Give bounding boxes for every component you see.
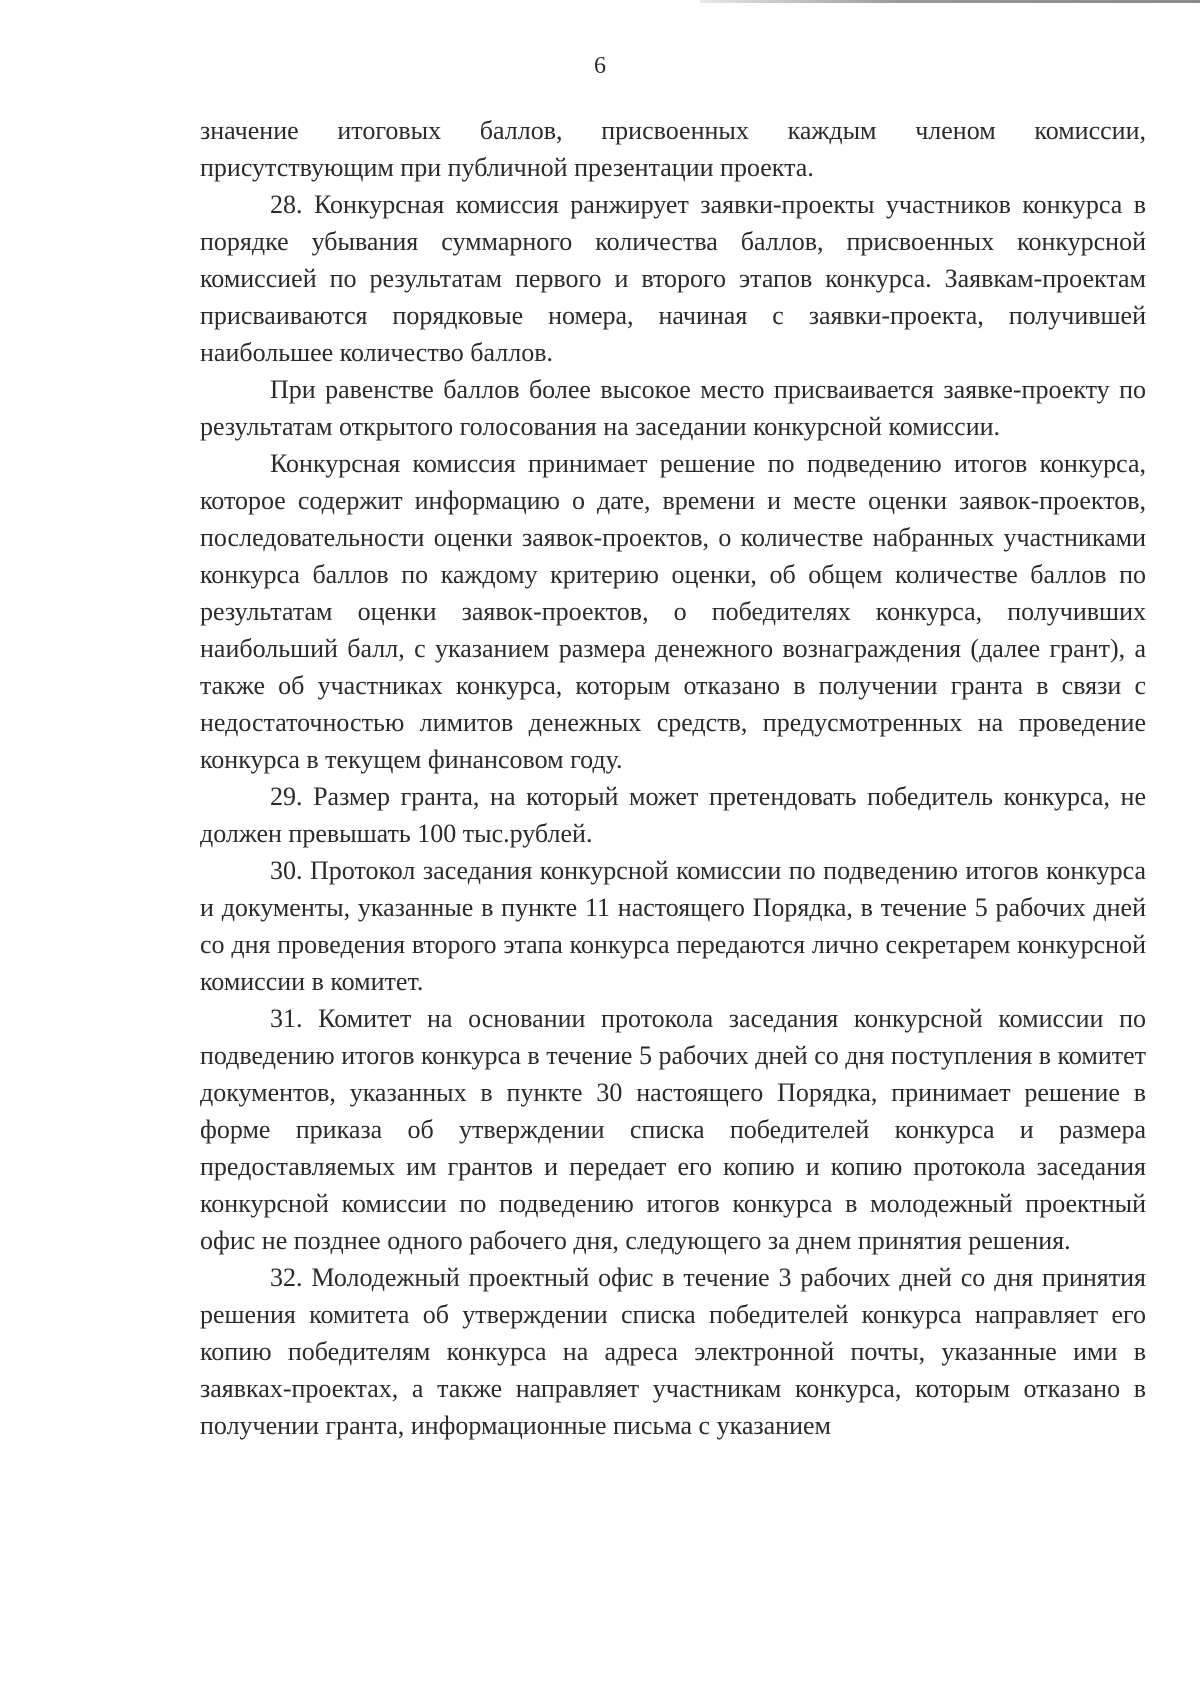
paragraph-item-29: 29. Размер гранта, на который может претендовать победитель конкурса, не должен превышать 100 тыс.рублей. (200, 782, 1146, 848)
paragraph-item-32: 32. Молодежный проектный офис в течение 3 рабочих дней со дня принятия решения комитета об утверждении списка победителей конкурса направляет его копию победителям конкурса на адреса электронной почты, указанные ими в заявках-проектах, а также направляет участникам конкурса, которым отказано в получении гранта, информационные письма с указанием (200, 1263, 1146, 1440)
paragraph-commission-decision: Конкурсная комиссия принимает решение по подведению итогов конкурса, которое содержит информацию о дате, времени и месте оценки заявок-проектов, последовательности оценки заявок-проектов, о количестве набранных участниками конкурса баллов по каждому критерию оценки, об общем количестве баллов по результатам оценки заявок-проектов, о победителях конкурса, получивших наибольший балл, с указанием размера денежного вознаграждения (далее грант), а также об участниках конкурса, которым отказано в получении гранта в связи с недостаточностью лимитов денежных средств, предусмотренных на проведение конкурса в текущем финансовом году. (200, 449, 1146, 774)
paragraph-tie-rule: При равенстве баллов более высокое место присваивается заявке-проекту по результатам открытого голосования на заседании конкурсной комиссии. (200, 375, 1146, 441)
page-number: 6 (594, 53, 606, 79)
paragraph-item-30: 30. Протокол заседания конкурсной комиссии по подведению итогов конкурса и документы, указанные в пункте 11 настоящего Порядка, в течение 5 рабочих дней со дня проведения второго этапа конкурса передаются лично секретарем конкурсной комиссии в комитет. (200, 856, 1146, 996)
paragraph-item-28: 28. Конкурсная комиссия ранжирует заявки-проекты участников конкурса в порядке убывания суммарного количества баллов, присвоенных конкурсной комиссией по результатам первого и второго этапов конкурса. Заявкам-проектам присваиваются порядковые номера, начиная с заявки-проекта, получившей наибольшее количество баллов. (200, 190, 1146, 367)
paragraph-item-31: 31. Комитет на основании протокола заседания конкурсной комиссии по подведению итогов конкурса в течение 5 рабочих дней со дня поступления в комитет документов, указанных в пункте 30 настоящего Порядка, принимает решение в форме приказа об утверждении списка победителей конкурса и размера предоставляемых им грантов и передает его копию и копию протокола заседания конкурсной комиссии по подведению итогов конкурса в молодежный проектный офис не позднее одного рабочего дня, следующего за днем принятия решения. (200, 1004, 1146, 1255)
paragraph-continuation: значение итоговых баллов, присвоенных каждым членом комиссии, присутствующим при публичной презентации проекта. (200, 116, 1146, 182)
document-body (200, 112, 1146, 1444)
